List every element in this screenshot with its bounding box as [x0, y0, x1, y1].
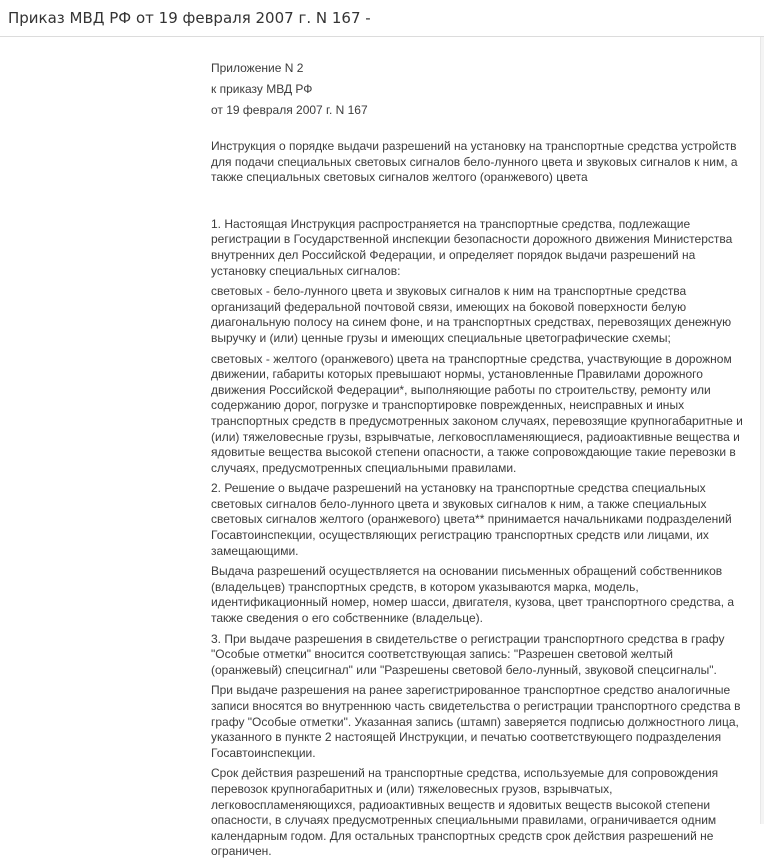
paragraph-issuance-basis: Выдача разрешений осуществляется на основании письменных обращений собственников (владельцев) транспортных средств, в котором указываются марка, модель, идентификационный номер, номер шасси, двигателя, кузова, цвет транспортного средства, а также сведения о его собственнике (владельце).	[211, 564, 735, 626]
paragraph-yellow-signals: световых - желтого (оранжевого) цвета на транспортные средства, участвующие в дорожном движении, габариты которых превышают нормы, установленные Правилами дорожного движения Российской Федерации*, выполняющие работы по строительству, ремонту или содержанию дорог, погрузке и транспортировке поврежденных, неисправных и иных транспортных средств в предусмотренных законом случаях, перевозящие крупногабаритные и (или) тяжеловесные грузы, взрывчатые, легковоспламеняющиеся, радиоактивные вещества и ядовитые вещества высокой степени опасности, а также сопровождающие такие перевозки в случаях, предусмотренных специальными правилами.	[211, 351, 743, 475]
document-header	[0, 0, 764, 37]
appendix-reference	[211, 60, 744, 118]
paragraph-validity-period: Срок действия разрешений на транспортные средства, используемые для сопровождения перевозок крупногабаритных и (или) тяжеловесных грузов, взрывчатых, легковоспламеняющихся, радиоактивных веществ и ядовитых веществ высокой степени опасности, в случаях предусмотренных специальными правилами, ограничивается одним календарным годом. Для остальных транспортных средств срок действия разрешений не ограничен.	[211, 766, 719, 859]
paragraph-white-lunar-signals: световых - бело-лунного цвета и звуковых сигналов к ним на транспортные средства организаций федеральной почтовой связи, имеющих на боковой поверхности белую диагональную полосу на синем фоне, и на транспортных средствах, перевозящих денежную выручку и (или) ценные грузы и имеющих специальные цветографические схемы;	[211, 284, 732, 345]
appendix-order-reference: к приказу МВД РФ	[211, 82, 313, 96]
paragraph-registered-vehicle: При выдаче разрешения на ранее зарегистрированное транспортное средство аналогичные записи вносятся во внутреннюю часть свидетельства о регистрации транспортного средства в графу "Особые отметки". Указанная запись (штамп) заверяется подписью должностного лица, указанного в пункте 2 настоящей Инструкции, и печатью соответствующего подразделения Госавтоинспекции.	[211, 683, 741, 760]
appendix-order-date: от 19 февраля 2007 г. N 167	[211, 103, 368, 117]
paragraph-2: 2. Решение о выдаче разрешений на установку на транспортные средства специальных световых сигналов бело-лунного цвета и звуковых сигналов к ним, а также специальных световых сигналов желтого (оранжевого) цвета** принимается начальниками подразделений Госавтоинспекции, осуществляющих регистрацию транспортных средств или лицами, их замещающими.	[211, 481, 732, 558]
document-title: Приказ МВД РФ от 19 февраля 2007 г. N 167 -	[8, 9, 371, 27]
scrollbar-track[interactable]	[760, 37, 764, 824]
appendix-number: Приложение N 2	[211, 61, 304, 75]
instruction-title: Инструкция о порядке выдачи разрешений на установку на транспортные средства устройств для подачи специальных световых сигналов бело-лунного цвета и звуковых сигналов к ним, а также специальных световых сигналов желтого (оранжевого) цвета	[211, 139, 738, 185]
paragraph-3: 3. При выдаче разрешения в свидетельстве о регистрации транспортного средства в графу "Особые отметки" вносится соответствующая запись: "Разрешен световой желтый (оранжевый) спецсигнал" или "Разрешены световой бело-лунный, звуковой спецсигналы".	[211, 631, 725, 677]
paragraph-1: 1. Настоящая Инструкция распространяется на транспортные средства, подлежащие регистрации в Государственной инспекции безопасности дорожного движения Министерства внутренних дел Российской Федерации, и определяет порядок выдачи разрешений на установку специальных сигналов:	[211, 216, 733, 278]
document-body	[211, 60, 744, 865]
